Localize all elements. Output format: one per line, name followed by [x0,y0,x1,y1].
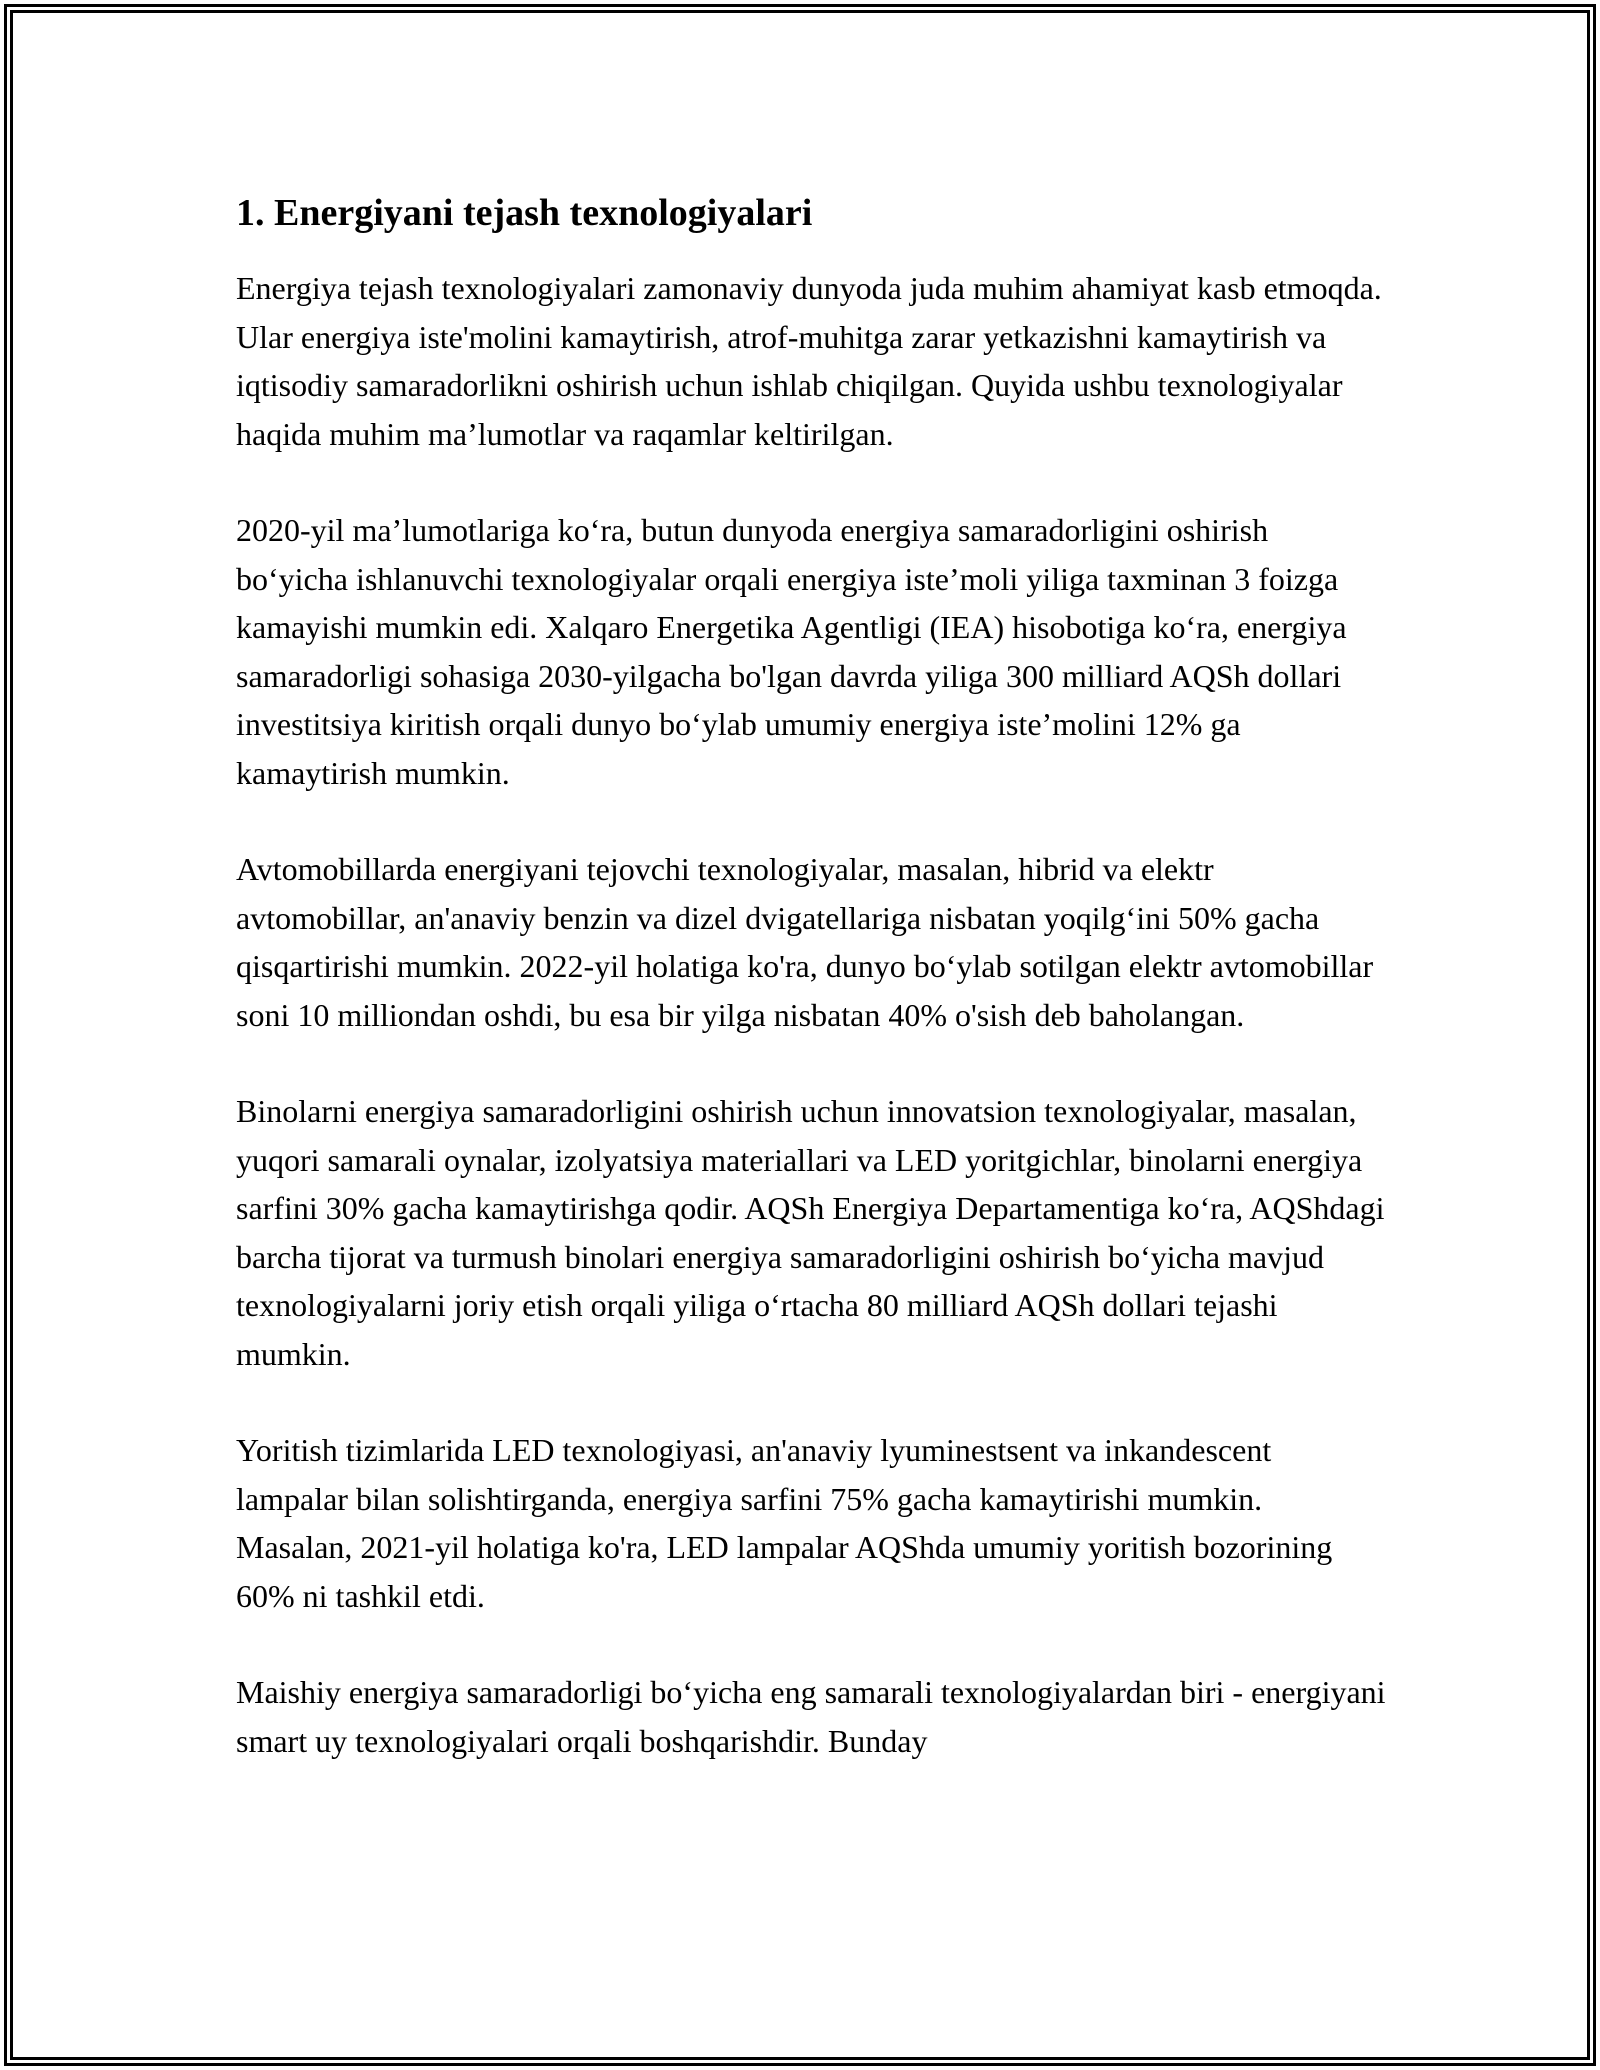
paragraph-intro: Energiya tejash texnologiyalari zamonaviy dunyoda juda muhim ahamiyat kasb etmoqda. Ular energiya iste'molini kamaytirish, atrof-muhitga zarar yetkazishni kamaytirish va iqtisodiy samaradorlikni oshirish uchun ishlab chiqilgan. Quyida ushbu texnologiyalar haqida muhim ma’lumotlar va raqamlar keltirilgan. [236,270,1382,452]
paragraph-lighting: Yoritish tizimlarida LED texnologiyasi, an'anaviy lyuminestsent va inkandescent lampalar bilan solishtirganda, energiya sarfini 75% gacha kamaytirishi mumkin. Masalan, 2021-yil holatiga ko'ra, LED lampalar AQShda umumiy yoritish bozorining 60% ni tashkil etdi. [236,1432,1333,1614]
paragraph-smart-home: Maishiy energiya samaradorligi bo‘yicha eng samarali texnologiyalardan biri - energiyani smart uy texnologiyalari orqali boshqarishdir. Bunday [236,1674,1386,1759]
document-body [236,188,1386,1765]
paragraph-vehicles: Avtomobillarda energiyani tejovchi texnologiyalar, masalan, hibrid va elektr avtomobillar, an'anaviy benzin va dizel dvigatellariga nisbatan yoqilg‘ini 50% gacha qisqartirishi mumkin. 2022-yil holatiga ko'ra, dunyo bo‘ylab sotilgan elektr avtomobillar soni 10 milliondan oshdi, bu esa bir yilga nisbatan 40% o'sish deb baholangan. [236,851,1374,1033]
paragraph-global-efficiency: 2020-yil ma’lumotlariga ko‘ra, butun dunyoda energiya samaradorligini oshirish bo‘yicha ishlanuvchi texnologiyalar orqali energiya iste’moli yiliga taxminan 3 foizga kamayishi mumkin edi. Xalqaro Energetika Agentligi (IEA) hisobotiga ko‘ra, energiya samaradorligi sohasiga 2030-yilgacha bo'lgan davrda yiliga 300 milliard AQSh dollari investitsiya kiritish orqali dunyo bo‘ylab umumiy energiya iste’molini 12% ga kamaytirish mumkin. [236,512,1347,791]
paragraph-buildings: Binolarni energiya samaradorligini oshirish uchun innovatsion texnologiyalar, masalan, yuqori samarali oynalar, izolyatsiya materiallari va LED yoritgichlar, binolarni energiya sarfini 30% gacha kamaytirishga qodir. AQSh Energiya Departamentiga ko‘ra, AQShdagi barcha tijorat va turmush binolari energiya samaradorligini oshirish bo‘yicha mavjud texnologiyalarni joriy etish orqali yiliga o‘rtacha 80 milliard AQSh dollari tejashi mumkin. [236,1093,1385,1372]
section-heading: 1. Energiyani tejash texnologiyalari [236,192,813,234]
